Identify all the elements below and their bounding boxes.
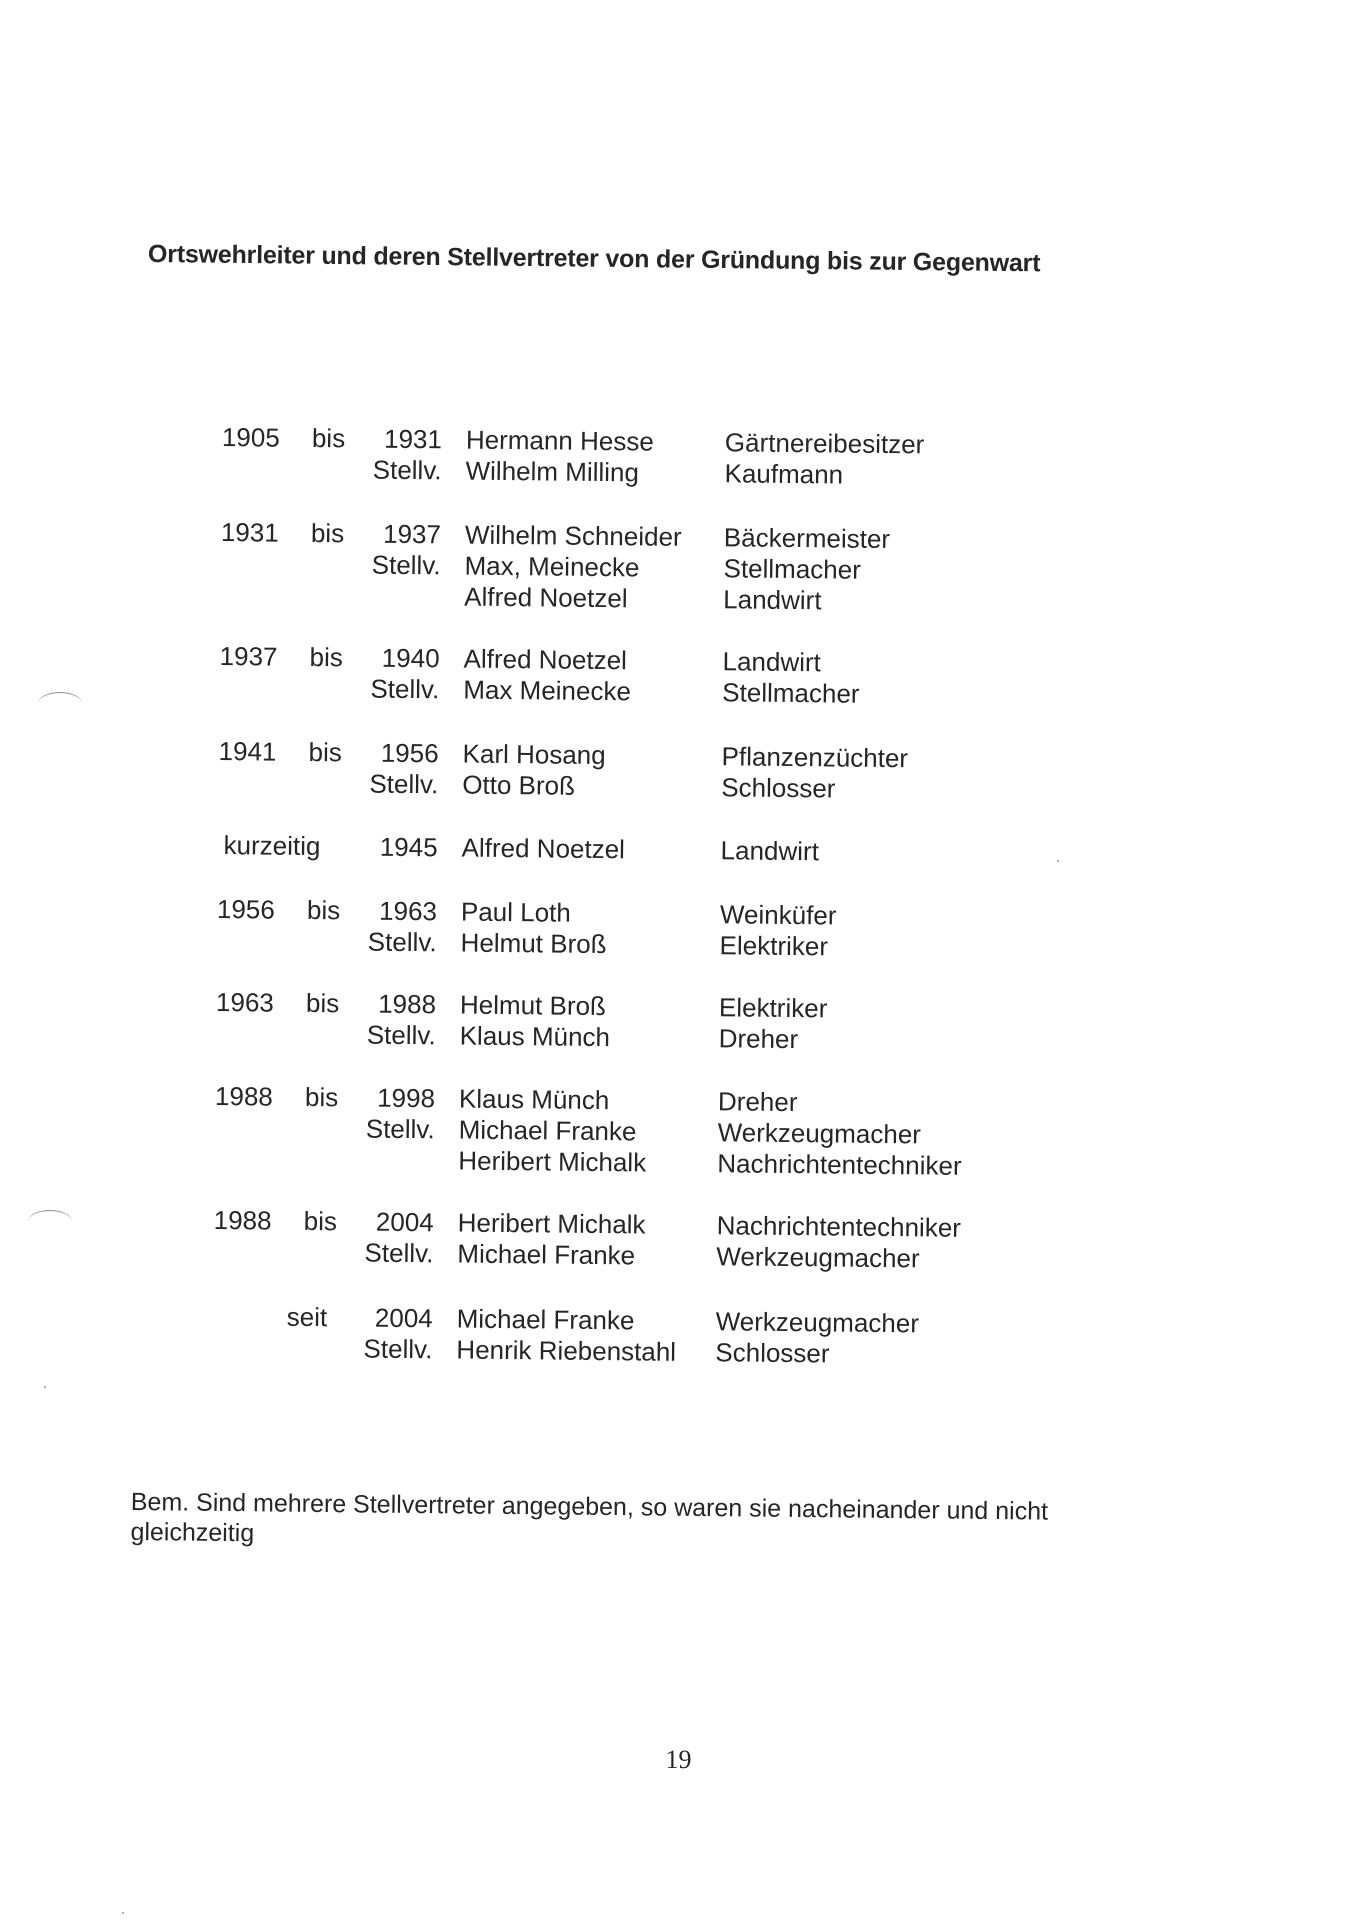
leader-name: Heribert Michalk xyxy=(457,1207,646,1240)
term-start: 1937 xyxy=(219,641,278,672)
deputy-name: Alfred Noetzel xyxy=(464,581,628,614)
deputy-label: Stellv. xyxy=(364,1237,434,1269)
deputy-occupation: Nachrichtentechniker xyxy=(717,1148,962,1181)
deputy-label: Stellv. xyxy=(372,454,442,486)
term-start: 1931 xyxy=(220,517,279,548)
term-start: 1905 xyxy=(221,422,280,453)
term-bis: bis xyxy=(303,1205,338,1237)
deputy-occupation: Kaufmann xyxy=(724,458,844,490)
deputy-label: Stellv. xyxy=(370,673,440,705)
term-end: 1998 xyxy=(377,1082,436,1114)
deputy-occupation: Stellmacher xyxy=(722,677,860,709)
term-group xyxy=(0,639,1355,709)
deputy-occupation: Landwirt xyxy=(723,584,822,616)
term-start: 1963 xyxy=(215,986,275,1018)
scan-speck xyxy=(122,1912,124,1914)
term-start: 1956 xyxy=(216,893,275,925)
deputy-occupation: Dreher xyxy=(718,1023,799,1055)
deputy-name: Henrik Riebenstahl xyxy=(456,1334,677,1367)
deputy-occupation: Schlosser xyxy=(721,772,836,804)
page-number: 19 xyxy=(665,1745,692,1774)
leader-name: Paul Loth xyxy=(460,896,571,928)
deputy-name: Michael Franke xyxy=(457,1238,636,1271)
scan-speck xyxy=(44,1386,46,1388)
deputy-name: Klaus Münch xyxy=(459,1020,611,1053)
deputy-label: Stellv. xyxy=(369,768,439,800)
deputy-name: Max, Meinecke xyxy=(464,550,640,583)
deputy-label: Stellv. xyxy=(365,1113,435,1145)
deputy-label: Stellv. xyxy=(371,549,441,581)
term-group xyxy=(0,1079,1350,1181)
deputy-name: Max Meinecke xyxy=(463,674,632,707)
page-title: Ortswehrleiter und deren Stellvertreter von der Gründung bis zur Gegenwart xyxy=(147,240,1041,278)
deputy-occupation: Stellmacher xyxy=(723,553,862,585)
term-group xyxy=(0,420,1357,490)
leader-occupation: Bäckermeister xyxy=(723,522,891,555)
term-end: 1937 xyxy=(382,518,442,550)
leader-occupation: Dreher xyxy=(717,1086,798,1118)
term-bis: bis xyxy=(311,422,346,454)
term-start: 1988 xyxy=(214,1080,274,1112)
term-bis: bis xyxy=(308,736,343,768)
deputy-occupation: Schlosser xyxy=(715,1337,830,1369)
scan-speck xyxy=(1057,860,1059,862)
leader-occupation: Elektriker xyxy=(718,992,828,1024)
leader-occupation: Weinküfer xyxy=(719,899,837,931)
term-end: 1931 xyxy=(383,423,443,455)
leader-occupation: Landwirt xyxy=(720,835,820,867)
leader-occupation: Werkzeugmacher xyxy=(715,1306,920,1339)
term-group xyxy=(0,1299,1348,1369)
leader-occupation: Landwirt xyxy=(722,646,822,678)
deputy-label: Stellv. xyxy=(367,926,437,958)
term-group xyxy=(0,734,1354,804)
deputy-occupation: Werkzeugmacher xyxy=(716,1241,920,1274)
term-end: 1940 xyxy=(381,642,440,674)
term-group xyxy=(0,892,1352,962)
term-start: 1941 xyxy=(218,736,277,767)
leader-name: Michael Franke xyxy=(456,1303,635,1336)
term-end: 1945 xyxy=(379,831,438,863)
term-end: 2004 xyxy=(375,1206,434,1238)
deputy-name: Wilhelm Milling xyxy=(465,455,640,488)
term-prefix: kurzeitig xyxy=(223,830,321,862)
leader-name: Hermann Hesse xyxy=(465,424,654,457)
term-start: 1988 xyxy=(213,1204,272,1236)
deputy-occupation: Elektriker xyxy=(719,930,829,962)
leader-occupation: Gärtnereibesitzer xyxy=(724,427,925,460)
leader-name: Karl Hosang xyxy=(462,738,606,771)
leader-name: Helmut Broß xyxy=(459,989,607,1022)
deputy-name: Otto Broß xyxy=(462,769,576,801)
deputy-name: Michael Franke xyxy=(458,1114,637,1147)
term-seit: seit xyxy=(286,1301,328,1333)
term-bis: bis xyxy=(310,517,345,549)
leader-name: Alfred Noetzel xyxy=(463,643,628,676)
binder-hole-mark xyxy=(28,1210,72,1233)
term-group xyxy=(0,515,1356,616)
leader-name: Wilhelm Schneider xyxy=(464,519,682,552)
term-bis: bis xyxy=(304,1081,339,1113)
term-end: 1956 xyxy=(380,737,439,769)
leader-name: Klaus Münch xyxy=(458,1083,610,1116)
deputy-label: Stellv. xyxy=(366,1019,436,1051)
term-group xyxy=(0,1203,1349,1274)
term-bis: bis xyxy=(309,641,344,673)
remark-note: Bem. Sind mehrere Stellvertreter angegeben, so waren sie nacheinander und nicht gleichzeitig xyxy=(130,1488,1049,1548)
deputy-label: Stellv. xyxy=(363,1333,433,1365)
term-bis: bis xyxy=(305,987,340,1019)
term-group xyxy=(0,985,1351,1055)
leader-row xyxy=(0,828,1353,873)
term-end: 1988 xyxy=(378,988,437,1020)
deputy-occupation: Werkzeugmacher xyxy=(717,1117,922,1150)
leader-occupation: Nachrichtentechniker xyxy=(716,1210,962,1243)
deputy-name: Heribert Michalk xyxy=(458,1145,647,1178)
deputy-name: Helmut Broß xyxy=(460,927,607,960)
leader-occupation: Pflanzenzüchter xyxy=(721,741,909,774)
term-bis: bis xyxy=(306,894,341,926)
term-end: 2004 xyxy=(374,1302,433,1334)
binder-hole-mark xyxy=(38,692,82,715)
term-group xyxy=(0,828,1353,867)
term-end: 1963 xyxy=(378,895,438,927)
leader-name: Alfred Noetzel xyxy=(461,832,626,865)
